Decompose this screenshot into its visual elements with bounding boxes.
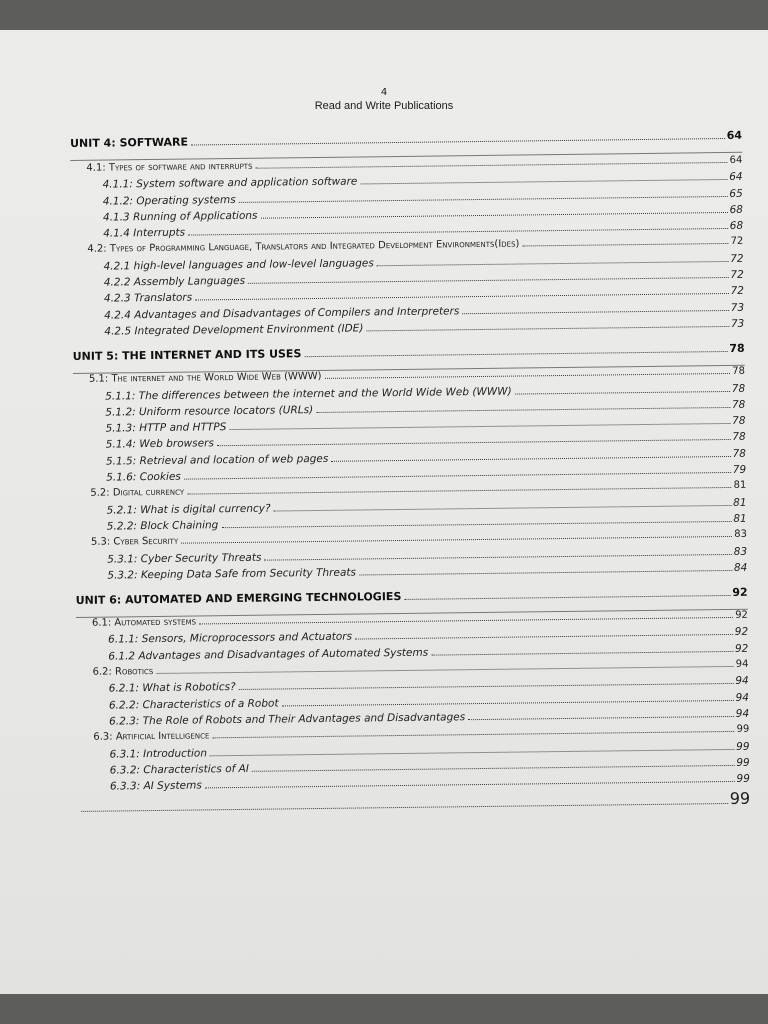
toc-entry-title: UNIT 4: SOFTWARE [70,135,189,150]
toc-page-number: 99 [736,723,750,736]
toc-entry-title: UNIT 6: AUTOMATED AND EMERGING TECHNOLOGIES [75,590,402,608]
dot-leader [256,162,728,169]
toc-page-number: 78 [732,366,745,378]
dot-leader [156,666,733,674]
dot-leader [377,261,728,266]
toc-entry-title: 5.1.5: Retrieval and location of web pages [105,452,329,468]
toc-page-number: 92 [734,642,749,655]
toc-entry-title: 6.1.2 Advantages and Disadvantages of Automated Systems [108,646,429,663]
toc-page-number: 99 [736,740,750,753]
dot-leader [325,373,731,379]
dot-leader [195,293,728,301]
toc-unit-heading[interactable] [73,342,745,368]
dot-leader [239,196,728,203]
toc-page-number: 78 [732,431,746,444]
dot-leader [205,781,735,788]
dot-leader [184,472,731,480]
toc-page-number: 78 [732,447,746,460]
toc-page-number: 73 [730,301,745,314]
toc-entry-title: 5.2.1: What is digital currency? [106,502,271,517]
toc-entry-title: 5.1.2: Uniform resource locators (URLs) [105,403,314,419]
toc-unit-heading[interactable] [70,129,742,155]
toc-page-number: 78 [729,342,745,356]
toc-page-number: 72 [730,268,744,282]
dot-leader [229,423,730,430]
toc-page-number: 78 [731,382,746,395]
dot-leader [274,505,732,512]
toc-entry-title: 6.2.1: What is Robotics? [108,681,236,695]
toc-page-number: 84 [733,561,748,574]
toc-entry-title: 6.3.3: AI Systems [109,779,202,793]
table-of-contents [70,129,750,814]
toc-entry-title: 4.1.1: System software and application software [102,175,358,191]
dot-leader [360,179,727,184]
toc-entry-title: 5.3.1: Cyber Security Threats [107,551,262,566]
toc-page-number: 92 [732,585,748,600]
dot-leader [210,748,734,755]
toc-page-number: 73 [730,317,745,330]
dot-leader [187,487,731,495]
toc-page-number: 72 [730,285,745,298]
toc-unit-heading[interactable] [76,586,748,612]
toc-page-number: 81 [733,480,747,492]
dot-leader [355,634,733,640]
toc-entry-title: 6.2: Robotics [92,666,154,678]
toc-page-number: 68 [729,203,744,216]
toc-entry-title: 4.2: Types of Programming Language, Translators and Integrated Development Environments(Ides) [87,239,520,256]
dot-leader [181,536,732,544]
dot-leader [331,456,730,462]
toc-entry-title: 4.2.3 Translators [103,291,193,305]
toc-page-number: 64 [726,128,743,142]
dot-leader [191,138,725,146]
toc-page-number: 79 [732,463,747,476]
dot-leader [248,277,728,284]
toc-page-number: 99 [729,789,751,809]
toc-page-number: 99 [736,756,750,769]
toc-page-number: 94 [735,658,749,670]
toc-entry-title: 5.1.4: Web browsers [105,437,214,452]
toc-entry-title: 4.2.4 Advantages and Disadvantages of Compilers and Interpreters [104,304,460,322]
dot-leader [515,391,730,395]
toc-entry-title: 5.1.1: The differences between the internet and the World Wide Web (WWW) [105,385,512,403]
toc-page-number: 78 [732,414,746,428]
toc-page-number: 64 [729,154,743,166]
toc-entry-title: 4.1: Types of software and interrupts [86,160,253,174]
dot-leader [431,651,733,656]
page-number: 4 [380,87,388,98]
toc-entry-title: 5.3.2: Keeping Data Safe from Security Threats [107,566,357,582]
toc-page-number: 83 [733,545,748,558]
toc-entry-title: 4.1.2: Operating systems [102,193,236,208]
dot-leader [462,310,728,314]
toc-entry-title: 6.3: Artificial Intelligence [93,730,210,743]
toc-page-number: 92 [734,626,749,639]
toc-entry-title: 6.3.2: Characteristics of AI [109,762,249,777]
toc-page-number: 81 [733,512,747,525]
toc-entry-title: 5.1: The internet and the World Wide Web (WWW) [88,371,322,386]
toc-page-number: 81 [733,496,747,509]
toc-entry-title: 5.1.6: Cookies [106,470,181,484]
dot-leader [404,595,730,600]
toc-entry-title: 6.2.3: The Role of Robots and Their Advantages and Disadvantages [109,711,466,728]
toc-page-number: 99 [736,772,750,785]
toc-page-number: 83 [734,528,747,541]
toc-entry-title: 5.2.2: Block Chaining [106,519,219,533]
dot-leader [282,700,734,707]
toc-page-number: 72 [730,236,744,248]
dot-leader [81,803,728,812]
toc-page-number: 94 [735,707,750,720]
publisher-name: Read and Write Publications [314,100,454,112]
toc-page-number: 65 [729,187,743,200]
toc-entry-title: UNIT 5: THE INTERNET AND ITS USES [72,347,302,364]
dot-leader [522,243,728,247]
toc-page-number: 78 [731,398,746,411]
dot-leader [468,716,734,720]
dot-leader [188,228,728,236]
document-page [0,30,768,994]
dot-leader [221,521,731,528]
dot-leader [366,326,729,331]
toc-entry-title: 4.2.2 Assembly Languages [103,274,246,289]
toc-entry-title: 5.1.3: HTTP and HTTPS [105,421,227,435]
toc-entry-title: 6.1.1: Sensors, Microprocessors and Actuators [108,631,353,646]
toc-page-number: 64 [729,171,743,184]
dot-leader [264,553,731,560]
toc-page-number: 92 [735,609,748,622]
dot-leader [316,407,730,413]
toc-entry-title: 4.2.5 Integrated Development Environment (IDE) [104,322,364,338]
dot-leader [359,570,732,576]
dot-leader [199,617,733,625]
toc-page-number: 72 [730,252,744,265]
dot-leader [212,731,734,738]
dot-leader [260,212,727,219]
toc-page-number: 68 [729,219,744,233]
toc-page-number: 94 [735,675,749,688]
dot-leader [304,351,727,357]
toc-entry-title: 5.2: Digital currency [90,486,185,500]
toc-entry-title: 6.1: Automated systems [91,616,197,629]
toc-entry-title: 6.2.2: Characteristics of a Robot [108,697,279,712]
toc-entry-title: 5.3: Cyber Security [90,535,179,549]
page-header [0,87,768,113]
dot-leader [217,439,730,446]
dot-leader [252,765,734,772]
toc-entry-title: 4.2.1 high-level languages and low-level languages [103,257,374,273]
toc-page-number: 94 [735,691,749,704]
toc-entry-title: 4.1.4 Interrupts [103,226,186,240]
dot-leader [239,683,734,690]
toc-entry-title: 6.3.1: Introduction [109,746,208,761]
toc-entry-title: 4.1.3 Running of Applications [102,209,258,224]
